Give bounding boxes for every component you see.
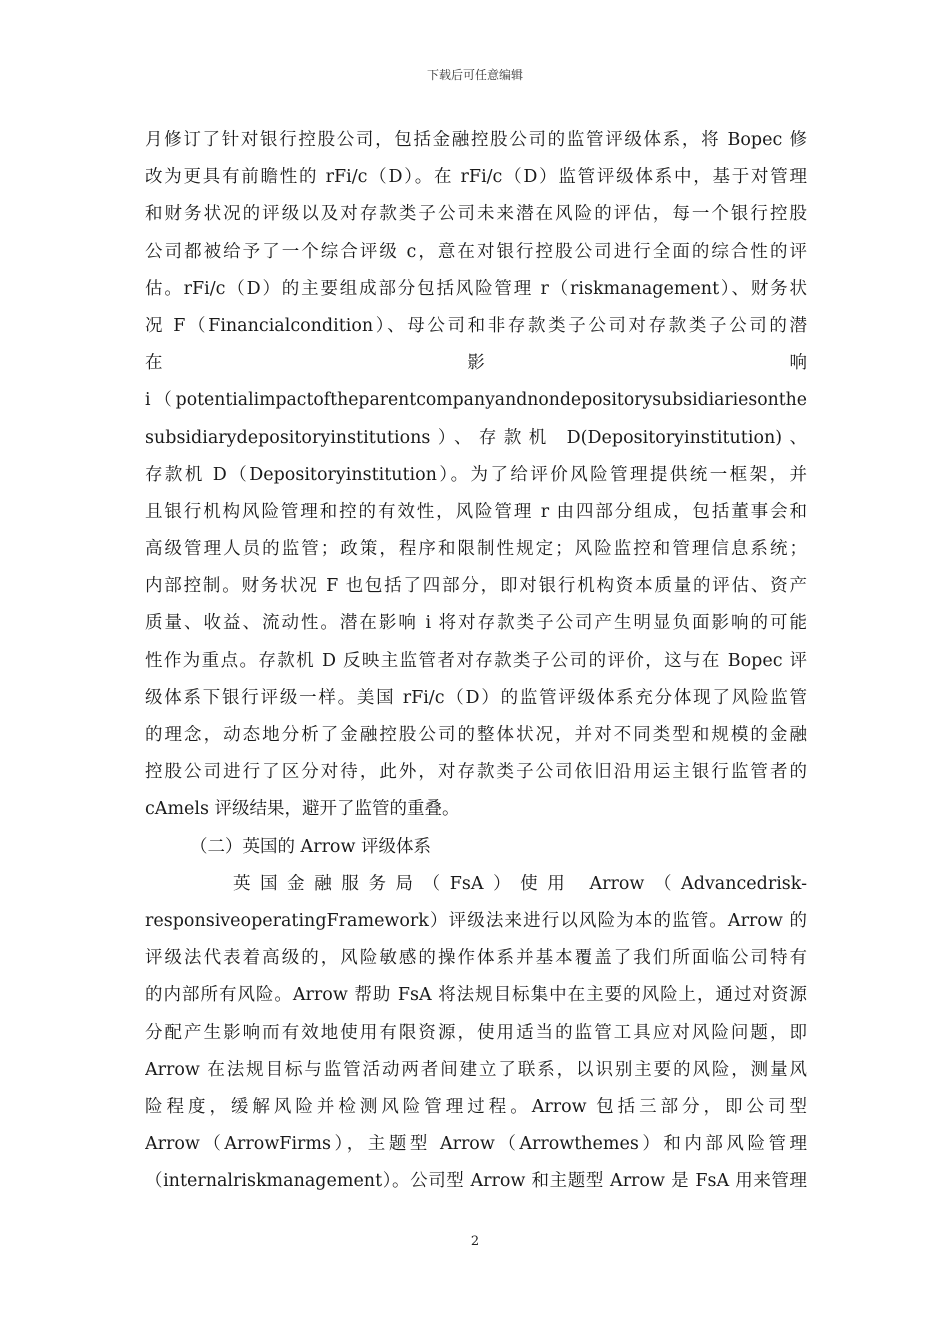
text-line: cAmels 评级结果，避开了监管的重叠。	[145, 799, 460, 820]
text-line: 估。rFi/c（D）的主要组成部分包括风险管理 r（riskmanagement）、财务状	[145, 278, 807, 299]
text-line: i（potentialimpactoftheparentcompanyandnondepositorysubsidiariesonthe	[145, 390, 807, 411]
page-header: 下载后可任意编辑	[426, 68, 523, 82]
text-line: responsiveoperatingFramework）评级法来进行以风险为本的监管。Arrow 的	[145, 910, 807, 931]
text-line: 险程度，缓解风险并检测风险管理过程。Arrow 包括三部分，即公司型	[145, 1096, 807, 1117]
text-line: 质量、收益、流动性。潜在影响 i 将对存款类子公司产生明显负面影响的可能	[145, 613, 807, 634]
section-heading: （二）英国的 Arrow 评级体系	[190, 836, 432, 857]
text-line: 分配产生影响而有效地使用有限资源，使用适当的监管工具应对风险问题，即	[145, 1022, 807, 1043]
text-line: 改为更具有前瞻性的 rFi/c（D）。在 rFi/c（D）监管评级体系中，基于对管理	[145, 167, 807, 188]
text-line: subsidiarydepositoryinstitutions）、存款机 D(Depositoryinstitution)、	[145, 427, 807, 448]
text-line: 内部控制。财务状况 F 也包括了四部分，即对银行机构资本质量的评估、资产	[145, 576, 807, 597]
text-line: 控股公司进行了区分对待，此外，对存款类子公司依旧沿用运主银行监管者的	[145, 762, 807, 783]
text-line: Arrow（ArrowFirms），主题型 Arrow（Arrowthemes）和内部风险管理	[145, 1134, 807, 1155]
text-line: 存款机 D（Depositoryinstitution）。为了给评价风险管理提供统一框架，并	[145, 464, 807, 485]
document-body	[145, 122, 807, 1200]
page-number: 2	[470, 1234, 480, 1249]
text-line: 级体系下银行评级一样。美国 rFi/c（D）的监管评级体系充分体现了风险监管	[145, 687, 807, 708]
text-line: 英国金融服务局（FsA）使用 Arrow（Advancedrisk-	[233, 873, 807, 894]
text-line: 评级法代表着高级的，风险敏感的操作体系并基本覆盖了我们所面临公司特有	[145, 948, 807, 969]
text-line: 高级管理人员的监管；政策，程序和限制性规定；风险监控和管理信息系统；	[145, 539, 807, 560]
text-line: 和财务状况的评级以及对存款类子公司未来潜在风险的评估，每一个银行控股	[145, 204, 807, 225]
text-line: 且银行机构风险管理和控的有效性，风险管理 r 由四部分组成，包括董事会和	[145, 501, 807, 522]
text-line: 的理念，动态地分析了金融控股公司的整体状况，并对不同类型和规模的金融	[145, 725, 807, 745]
text-line: Arrow 在法规目标与监管活动两者间建立了联系，以识别主要的风险，测量风	[145, 1059, 807, 1080]
text-line: 在 影 响	[145, 353, 807, 374]
text-line: 公司都被给予了一个综合评级 c，意在对银行控股公司进行全面的综合性的评	[145, 241, 807, 262]
text-line: （internalriskmanagement）。公司型 Arrow 和主题型 Arrow 是 FsA 用来管理	[145, 1171, 807, 1192]
text-line: 月修订了针对银行控股公司，包括金融控股公司的监管评级体系，将 Bopec 修	[145, 130, 807, 150]
text-line: 的内部所有风险。Arrow 帮助 FsA 将法规目标集中在主要的风险上，通过对资源	[145, 985, 807, 1006]
text-line: 性作为重点。存款机 D 反映主监管者对存款类子公司的评价，这与在 Bopec 评	[145, 650, 807, 671]
text-line: 况 F（Financialcondition）、母公司和非存款类子公司对存款类子公司的潜	[145, 315, 807, 336]
